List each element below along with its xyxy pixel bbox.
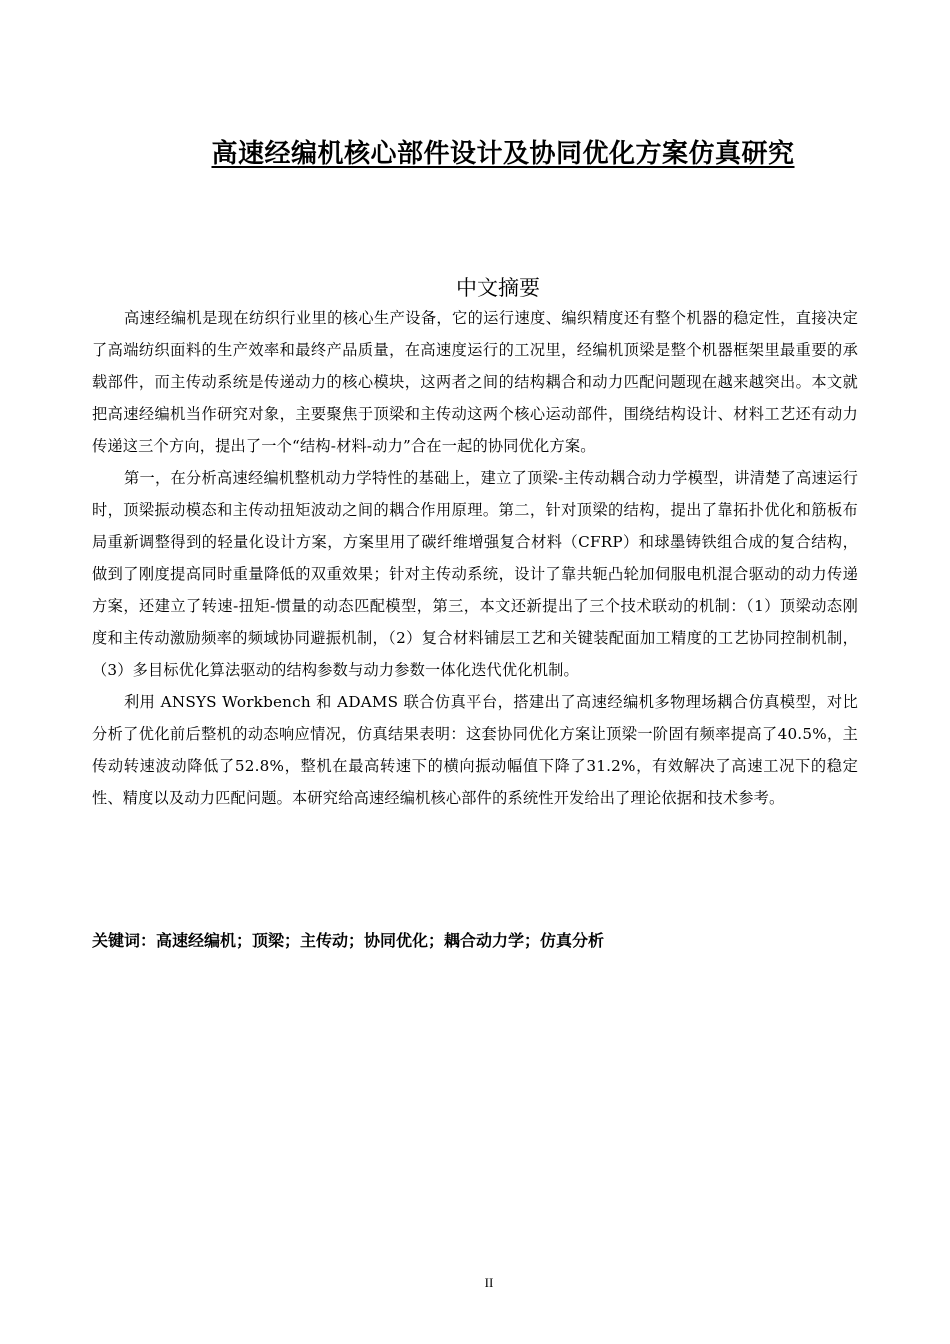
page-number: II xyxy=(484,1275,494,1290)
page-title: 高速经编机核心部件设计及协同优化方案仿真研究 xyxy=(211,139,795,169)
abstract-paragraph-1: 高速经编机是现在纺织行业里的核心生产设备，它的运行速度、编织精度还有整个机器的稳定性，直接决定了高端纺织面料的生产效率和最终产品质量，在高速度运行的工况里，经编机顶梁是整个机器框架里最重要的承载部件，而主传动系统是传递动力的核心模块，这两者之间的结构耦合和动力匹配问题现在越来越突出。本文就把高速经编机当作研究对象，主要聚焦于顶梁和主传动这两个核心运动部件，围绕结构设计、材料工艺还有动力传递这三个方向，提出了一个“结构-材料-动力”合在一起的协同优化方案。 xyxy=(92,309,858,455)
keywords-line: 关键词：高速经编机；顶梁；主传动；协同优化；耦合动力学；仿真分析 xyxy=(92,931,605,950)
abstract-body xyxy=(92,302,858,814)
abstract-paragraph-2: 第一，在分析高速经编机整机动力学特性的基础上，建立了顶梁-主传动耦合动力学模型，讲清楚了高速运行时，顶梁振动模态和主传动扭矩波动之间的耦合作用原理。第二，针对顶梁的结构，提出了靠拓扑优化和筋板布局重新调整得到的轻量化设计方案，方案里用了碳纤维增强复合材料（CFRP）和球墨铸铁组合成的复合结构，做到了刚度提高同时重量降低的双重效果；针对主传动系统，设计了靠共轭凸轮加伺服电机混合驱动的动力传递方案，还建立了转速-扭矩-惯量的动态匹配模型，第三，本文还新提出了三个技术联动的机制：（1）顶梁动态刚度和主传动激励频率的频域协同避振机制，（2）复合材料铺层工艺和关键装配面加工精度的工艺协同控制机制，（3）多目标优化算法驱动的结构参数与动力参数一体化迭代优化机制。 xyxy=(92,469,858,679)
abstract-heading: 中文摘要 xyxy=(456,276,540,300)
abstract-paragraph-3: 利用 ANSYS Workbench 和 ADAMS 联合仿真平台，搭建出了高速经编机多物理场耦合仿真模型，对比分析了优化前后整机的动态响应情况，仿真结果表明：这套协同优化方案让顶梁一阶固有频率提高了40.5%，主传动转速波动降低了52.8%，整机在最高转速下的横向振动幅值下降了31.2%，有效解决了高速工况下的稳定性、精度以及动力匹配问题。本研究给高速经编机核心部件的系统性开发给出了理论依据和技术参考。 xyxy=(92,693,858,807)
